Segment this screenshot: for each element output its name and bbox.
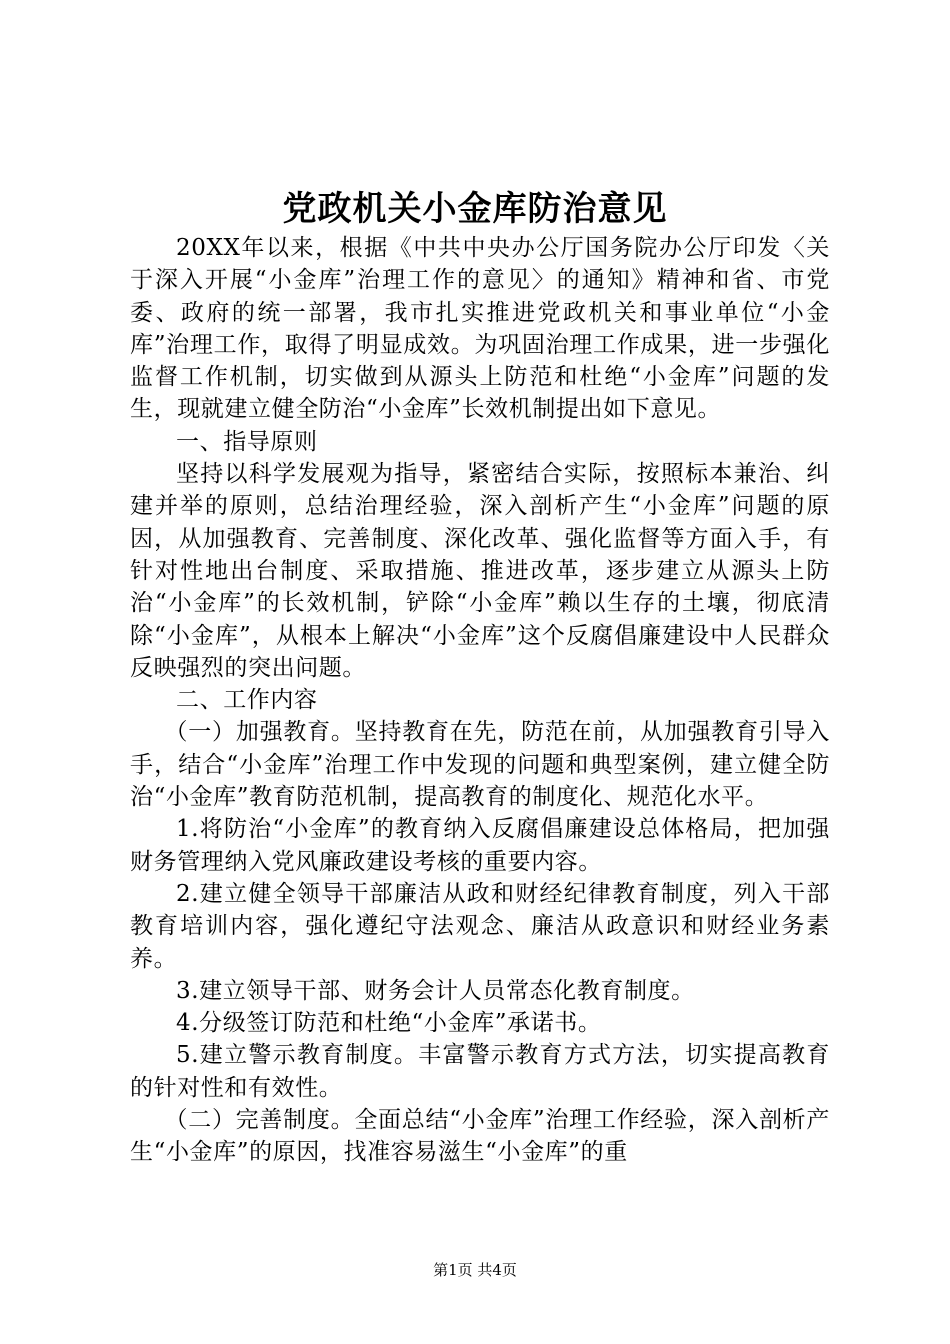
list-item-1: 1.将防治“小金库”的教育纳入反腐倡廉建设总体格局，把加强财务管理纳入党风廉政建设考核的重要内容。 [130, 816, 830, 875]
list-item-2: 2.建立健全领导干部廉洁从政和财经纪律教育制度，列入干部教育培训内容，强化遵纪守法观念、廉洁从政意识和财经业务素养。 [130, 880, 830, 972]
paragraph-improve-system: （二）完善制度。全面总结“小金库”治理工作经验，深入剖析产生“小金库”的原因，找准容易滋生“小金库”的重 [130, 1107, 830, 1166]
heading-work-content: 二、工作内容 [176, 687, 318, 714]
paragraph-principles: 坚持以科学发展观为指导，紧密结合实际，按照标本兼治、纠建并举的原则，总结治理经验，深入剖析产生“小金库”问题的原因，从加强教育、完善制度、深化改革、强化监督等方面入手，有针对性地出台制度、采取措施、推进改革，逐步建立从源头上防治“小金库”的长效机制，铲除“小金库”赖以生存的土壤，彻底清除“小金库”，从根本上解决“小金库”这个反腐倡廉建设中人民群众反映强烈的突出问题。 [130, 461, 830, 681]
page-number-footer: 第1页 共4页 [433, 1261, 517, 1279]
list-item-4: 4.分级签订防范和杜绝“小金库”承诺书。 [176, 1010, 602, 1037]
document-body [130, 232, 830, 1169]
list-item-3: 3.建立领导干部、财务会计人员常态化教育制度。 [176, 977, 695, 1004]
document-title: 党政机关小金库防治意见 [282, 189, 668, 229]
heading-guiding-principles: 一、指导原则 [176, 428, 318, 455]
paragraph-intro: 20XX年以来，根据《中共中央办公厅国务院办公厅印发〈关于深入开展“小金库”治理工作的意见〉的通知》精神和省、市党委、政府的统一部署，我市扎实推进党政机关和事业单位“小金库”治理工作，取得了明显成效。为巩固治理工作成果，进一步强化监督工作机制，切实做到从源头上防范和杜绝“小金库”问题的发生，现就建立健全防治“小金库”长效机制提出如下意见。 [130, 235, 830, 423]
list-item-5: 5.建立警示教育制度。丰富警示教育方式方法，切实提高教育的针对性和有效性。 [130, 1042, 830, 1101]
paragraph-strengthen-education: （一）加强教育。坚持教育在先，防范在前，从加强教育引导入手，结合“小金库”治理工作中发现的问题和典型案例，建立健全防治“小金库”教育防范机制，提高教育的制度化、规范化水平。 [130, 719, 830, 811]
